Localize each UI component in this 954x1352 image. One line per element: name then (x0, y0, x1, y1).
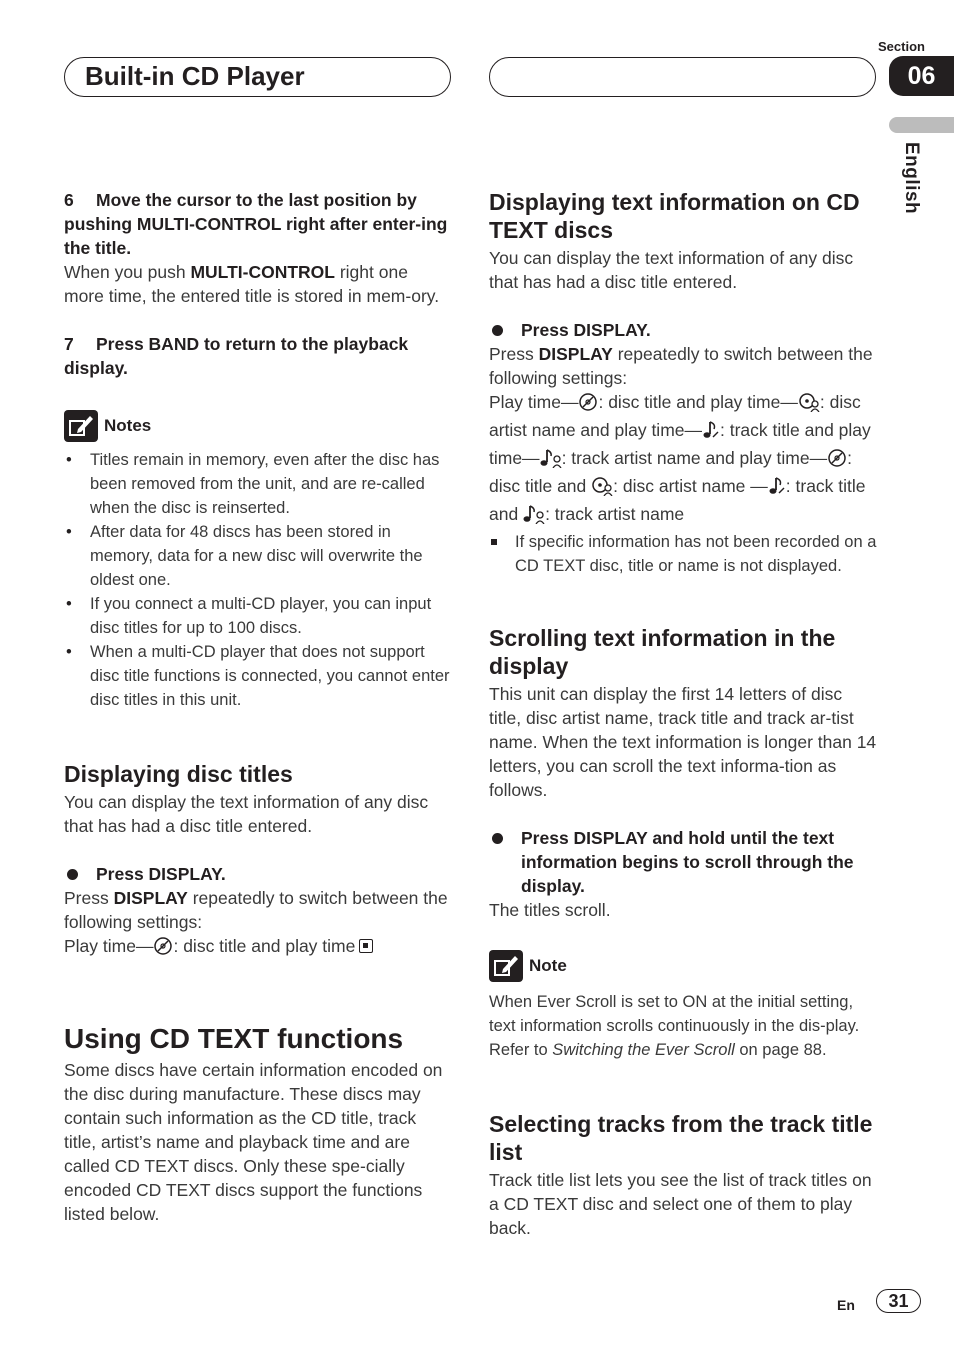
list-item: • Titles remain in memory, even after the disc has been removed from the unit, and are re-called when the disc is reinserted. (64, 448, 450, 520)
header-title-box (64, 57, 451, 97)
disc-title-icon (153, 936, 173, 962)
list-item: • After data for 48 discs has been stored in memory, data for a new disc will overwrite the oldest one. (64, 520, 450, 592)
section-label: Section (878, 39, 925, 54)
list-item: • When a multi-CD player that does not support disc title functions is connected, you cannot enter disc titles in this unit. (64, 640, 450, 712)
text-info-note: If specific information has not been recorded on a CD TEXT disc, title or name is not displayed. (489, 530, 877, 578)
language-label: English (901, 142, 922, 215)
notes-header: Notes (64, 410, 450, 442)
list-item: • If you connect a multi-CD player, you can input disc titles for up to 100 discs. (64, 592, 450, 640)
text-info-heading: Displaying text information on CD TEXT discs (489, 189, 860, 243)
disc-title-icon (578, 392, 598, 418)
note-pencil-icon (64, 410, 98, 442)
header-blank-box (489, 57, 876, 97)
page-title: Built-in CD Player (85, 61, 305, 91)
section-number: 06 (889, 56, 954, 96)
step-6-body: When you push MULTI-CONTROL right one more time, the entered title is stored in mem-ory. (64, 262, 440, 306)
text-info-step: Press DISPLAY. (489, 318, 877, 342)
note-header: Note (489, 950, 877, 982)
disc-titles-body: You can display the text information of any disc that has had a disc title entered. (64, 792, 429, 836)
cdtext-heading: Using CD TEXT functions (64, 1023, 404, 1054)
scroll-result: The titles scroll. (489, 900, 611, 920)
text-info-press: Press DISPLAY repeatedly to switch between the following settings: (489, 344, 873, 388)
track-list-heading: Selecting tracks from the track title list (489, 1111, 873, 1165)
footer-lang-code: En (837, 1297, 855, 1313)
disc-titles-step: Press DISPLAY. (64, 862, 450, 886)
page-number: 31 (876, 1289, 921, 1313)
disc-titles-setting: Play time— : disc title and play time (64, 934, 450, 962)
disc-title-icon (827, 448, 847, 474)
disc-artist-icon (798, 392, 820, 418)
scroll-heading: Scrolling text information in the display (489, 625, 836, 679)
notes-list (64, 448, 450, 712)
disc-titles-heading: Displaying disc titles (64, 761, 293, 787)
end-mark-icon (359, 939, 373, 953)
track-artist-icon (540, 448, 562, 474)
note-body: When Ever Scroll is set to ON at the initial setting, text information scrolls continuously in the dis-play. Refer to Switching the Ever Scroll on page 88. (489, 993, 860, 1059)
disc-artist-icon (591, 476, 613, 502)
cdtext-body: Some discs have certain information encoded on the disc during manufacture. These discs may contain such information as the CD title, track title, artist’s name and playback time and are called CD TEXT discs. Only these spe-cially encoded CD TEXT discs support the functions listed below. (64, 1060, 443, 1224)
step-6: 6 Move the cursor to the last position by pushing MULTI-CONTROL right after enter-ing the title. (64, 190, 448, 258)
track-artist-icon (523, 504, 545, 530)
note-pencil-icon (489, 950, 523, 982)
scroll-step: Press DISPLAY and hold until the text information begins to scroll through the display. (489, 826, 877, 898)
text-info-settings: Play time— : disc title and play time— : disc artist name and play time— : track title and play time— : track artist name and play time— : disc title and : disc artist name — : track title and : track artist name (489, 390, 877, 530)
language-tab (889, 117, 954, 133)
track-list-body: Track title list lets you see the list of track titles on a CD TEXT disc and select one of them to play back. (489, 1170, 872, 1238)
track-title-icon (768, 476, 786, 502)
text-info-body: You can display the text information of any disc that has had a disc title entered. (489, 248, 854, 292)
right-column (489, 188, 877, 1240)
step-7: 7 Press BAND to return to the playback display. (64, 334, 409, 378)
disc-titles-press: Press DISPLAY repeatedly to switch between the following settings: (64, 888, 448, 932)
track-title-icon (702, 420, 720, 446)
left-column (64, 188, 450, 1226)
scroll-body: This unit can display the first 14 letters of disc title, disc artist name, track title and track ar-tist name. When the text information is longer than 14 letters, you can scroll the text informa-tion as follows. (489, 684, 877, 800)
